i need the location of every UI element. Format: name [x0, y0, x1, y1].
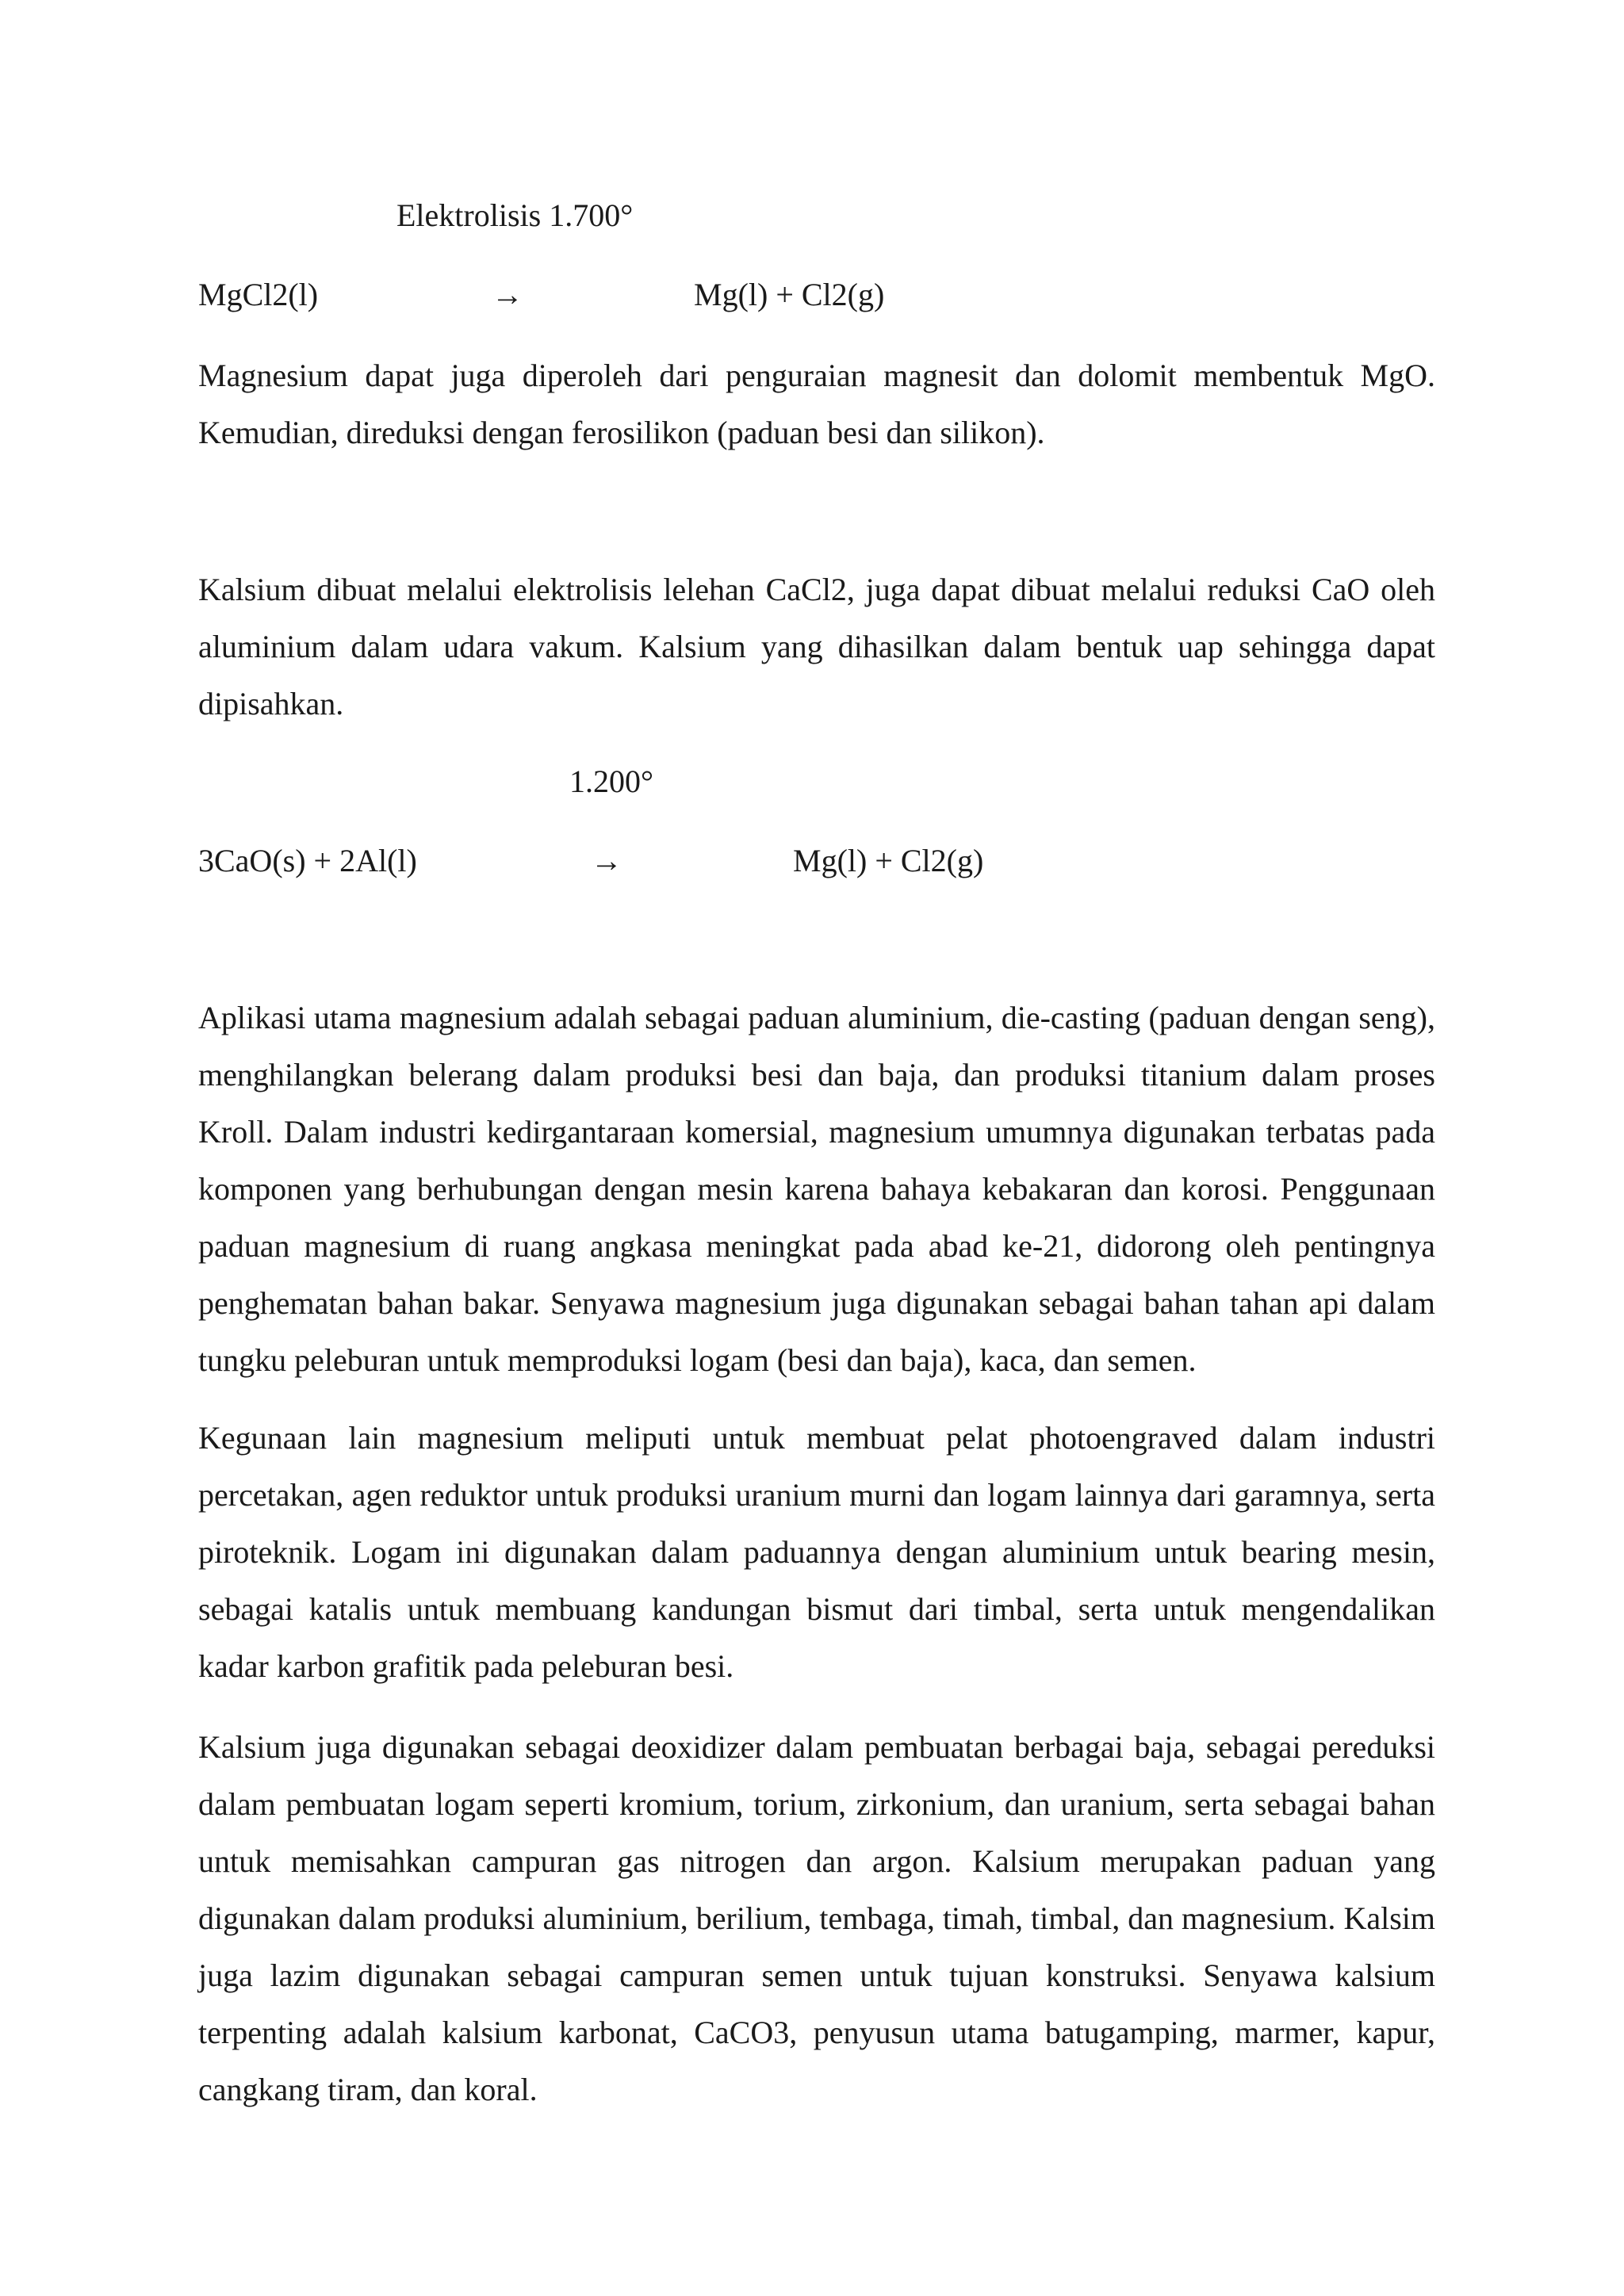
paragraph-magnesium-applications: Aplikasi utama magnesium adalah sebagai paduan aluminium, die-casting (paduan dengan seng), menghilangkan belerang dalam produksi besi dan baja, dan produksi titanium dalam proses Kroll. Dalam industri kedirgantaraan komersial, magnesium umumnya digunakan terbatas pada komponen yang berhubungan dengan mesin karena bahaya kebakaran dan korosi. Penggunaan paduan magnesium di ruang angkasa meningkat pada abad ke-21, didorong oleh pentingnya penghematan bahan bakar. Senyawa magnesium juga digunakan sebagai bahan tahan api dalam tungku peleburan untuk memproduksi logam (besi dan baja), kaca, dan semen.	[198, 1000, 1435, 1378]
equation1-condition: Elektrolisis 1.700°	[396, 197, 634, 233]
equation2-condition: 1.200°	[569, 763, 653, 799]
equation1-reactant: MgCl2(l)	[198, 277, 319, 312]
paragraph-magnesium-production: Magnesium dapat juga diperoleh dari penguraian magnesit dan dolomit membentuk MgO. Kemudian, direduksi dengan ferosilikon (paduan besi dan silikon).	[198, 358, 1435, 450]
paragraph-magnesium-other-uses: Kegunaan lain magnesium meliputi untuk membuat pelat photoengraved dalam industri percetakan, agen reduktor untuk produksi uranium murni dan logam lainnya dari garamnya, serta piroteknik. Logam ini digunakan dalam paduannya dengan aluminium untuk bearing mesin, sebagai katalis untuk membuang kandungan bismut dari timbal, serta untuk mengendalikan kadar karbon grafitik pada peleburan besi.	[198, 1420, 1435, 1684]
equation1-arrow: →	[492, 277, 523, 312]
equation2-arrow: →	[591, 843, 622, 878]
equation1-product: Mg(l) + Cl2(g)	[694, 277, 885, 312]
paragraph-calcium-uses: Kalsium juga digunakan sebagai deoxidizer dalam pembuatan berbagai baja, sebagai pereduksi dalam pembuatan logam seperti kromium, torium, zirkonium, dan uranium, serta sebagai bahan untuk memisahkan campuran gas nitrogen dan argon. Kalsium merupakan paduan yang digunakan dalam produksi aluminium, berilium, tembaga, timah, timbal, dan magnesium. Kalsim juga lazim digunakan sebagai campuran semen untuk tujuan konstruksi. Senyawa kalsium terpenting adalah kalsium karbonat, CaCO3, penyusun utama batugamping, marmer, kapur, cangkang tiram, dan koral.	[198, 1729, 1435, 2107]
equation2-reactant: 3CaO(s) + 2Al(l)	[198, 843, 417, 878]
equation2-product: Mg(l) + Cl2(g)	[793, 843, 984, 878]
paragraph-calcium-production: Kalsium dibuat melalui elektrolisis lelehan CaCl2, juga dapat dibuat melalui reduksi CaO oleh aluminium dalam udara vakum. Kalsium yang dihasilkan dalam bentuk uap sehingga dapat dipisahkan.	[198, 572, 1435, 721]
